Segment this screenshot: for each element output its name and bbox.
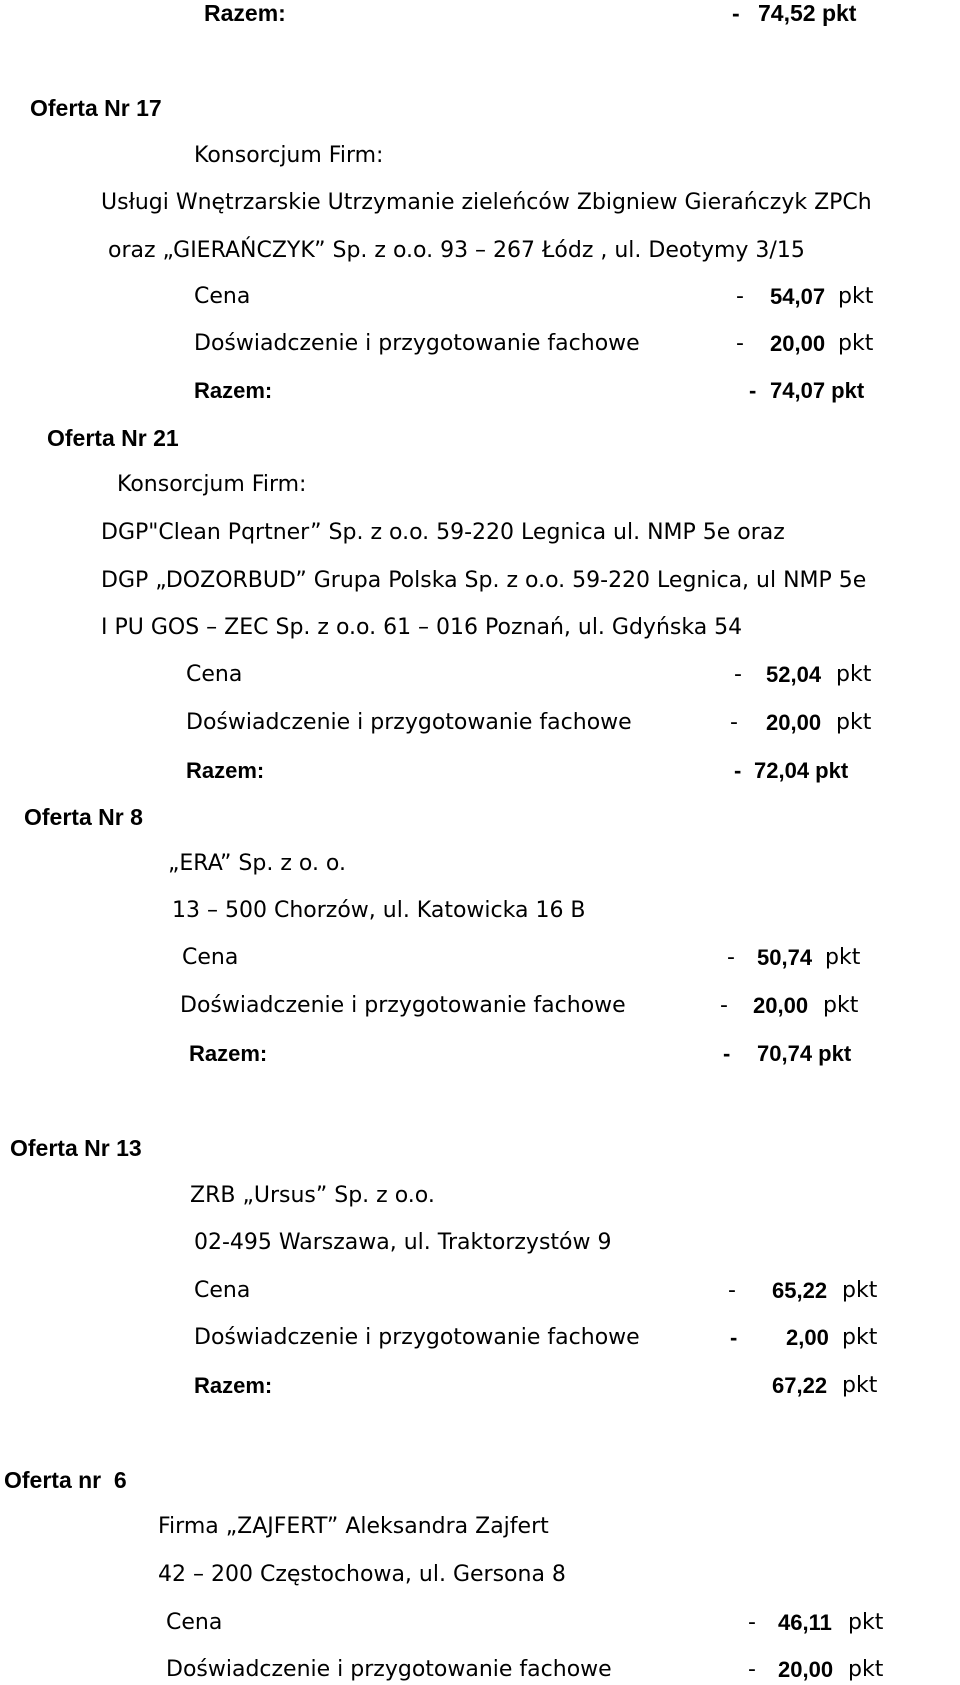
experience-unit: pkt: [848, 1657, 884, 1682]
offer-line: 42 – 200 Częstochowa, ul. Gersona 8: [158, 1562, 566, 1587]
experience-value: 20,00: [770, 331, 826, 356]
total-label: Razem:: [194, 1373, 273, 1398]
total-value: 70,74 pkt: [757, 1041, 852, 1066]
total-dash: -: [723, 1041, 731, 1066]
offer-line: Konsorcjum Firm:: [194, 143, 384, 168]
cena-label: Cena: [194, 1278, 251, 1303]
cena-unit: pkt: [825, 945, 861, 970]
cena-value: 54,07: [770, 284, 826, 309]
experience-dash: -: [730, 710, 738, 735]
experience-unit: pkt: [836, 710, 872, 735]
offer-line: ZRB „Ursus” Sp. z o.o.: [190, 1183, 435, 1208]
offer-title: Oferta Nr 21: [47, 425, 179, 451]
cena-label: Cena: [186, 662, 243, 687]
experience-label: Doświadczenie i przygotowanie fachowe: [194, 331, 640, 356]
offer-line: DGP „DOZORBUD” Grupa Polska Sp. z o.o. 59-220 Legnica, ul NMP 5e: [101, 568, 867, 593]
experience-dash: -: [730, 1325, 738, 1350]
cena-dash: -: [727, 945, 735, 970]
cena-value: 65,22: [772, 1278, 828, 1303]
cena-dash: -: [734, 662, 742, 687]
offer-title: Oferta Nr 8: [24, 804, 143, 830]
offer-title: Oferta nr 6: [4, 1467, 127, 1493]
total-dash: -: [734, 758, 742, 783]
cena-dash: -: [748, 1610, 756, 1635]
cena-unit: pkt: [836, 662, 872, 687]
experience-dash: -: [736, 331, 744, 356]
total-value: 72,04 pkt: [754, 758, 849, 783]
total-unit: pkt: [842, 1373, 878, 1398]
total-dash: -: [749, 378, 757, 403]
offer-line: 02-495 Warszawa, ul. Traktorzystów 9: [194, 1230, 612, 1255]
offer-line: Konsorcjum Firm:: [117, 472, 307, 497]
offer-line: 13 – 500 Chorzów, ul. Katowicka 16 B: [172, 898, 586, 923]
experience-dash: -: [720, 993, 728, 1018]
cena-label: Cena: [194, 284, 251, 309]
total-label: Razem:: [194, 378, 273, 403]
offer-line: I PU GOS – ZEC Sp. z o.o. 61 – 016 Poznań, ul. Gdyńska 54: [101, 615, 743, 640]
experience-label: Doświadczenie i przygotowanie fachowe: [166, 1657, 612, 1682]
experience-unit: pkt: [823, 993, 859, 1018]
experience-label: Doświadczenie i przygotowanie fachowe: [180, 993, 626, 1018]
cena-unit: pkt: [848, 1610, 884, 1635]
experience-label: Doświadczenie i przygotowanie fachowe: [186, 710, 632, 735]
experience-value: 20,00: [778, 1657, 834, 1682]
experience-value: 20,00: [753, 993, 809, 1018]
cena-value: 50,74: [757, 945, 813, 970]
cena-value: 46,11: [778, 1610, 832, 1635]
experience-value: 2,00: [786, 1325, 829, 1350]
total-value: 67,22: [772, 1373, 828, 1398]
offer-line: oraz „GIERAŃCZYK” Sp. z o.o. 93 – 267 Łódz , ul. Deotymy 3/15: [108, 238, 805, 263]
experience-value: 20,00: [766, 710, 822, 735]
cena-dash: -: [728, 1278, 736, 1303]
experience-unit: pkt: [838, 331, 874, 356]
total-value: 74,07 pkt: [770, 378, 865, 403]
cena-dash: -: [736, 284, 744, 309]
total-label: Razem:: [189, 1041, 268, 1066]
top-total-dash: -: [732, 0, 740, 26]
cena-label: Cena: [182, 945, 239, 970]
total-label: Razem:: [186, 758, 265, 783]
offer-line: DGP"Clean Pqrtner” Sp. z o.o. 59-220 Legnica ul. NMP 5e oraz: [101, 520, 785, 545]
cena-label: Cena: [166, 1610, 223, 1635]
offer-line: Usługi Wnętrzarskie Utrzymanie zieleńców Zbigniew Gierańczyk ZPCh: [101, 190, 872, 215]
cena-value: 52,04: [766, 662, 822, 687]
offer-line: Firma „ZAJFERT” Aleksandra Zajfert: [158, 1514, 549, 1539]
experience-label: Doświadczenie i przygotowanie fachowe: [194, 1325, 640, 1350]
experience-unit: pkt: [842, 1325, 878, 1350]
offer-title: Oferta Nr 13: [10, 1135, 142, 1161]
experience-dash: -: [748, 1657, 756, 1682]
cena-unit: pkt: [842, 1278, 878, 1303]
offer-title: Oferta Nr 17: [30, 95, 162, 121]
top-total-value: 74,52 pkt: [758, 0, 857, 26]
offer-line: „ERA” Sp. z o. o.: [168, 851, 346, 876]
top-total-label: Razem:: [204, 0, 286, 26]
cena-unit: pkt: [838, 284, 874, 309]
